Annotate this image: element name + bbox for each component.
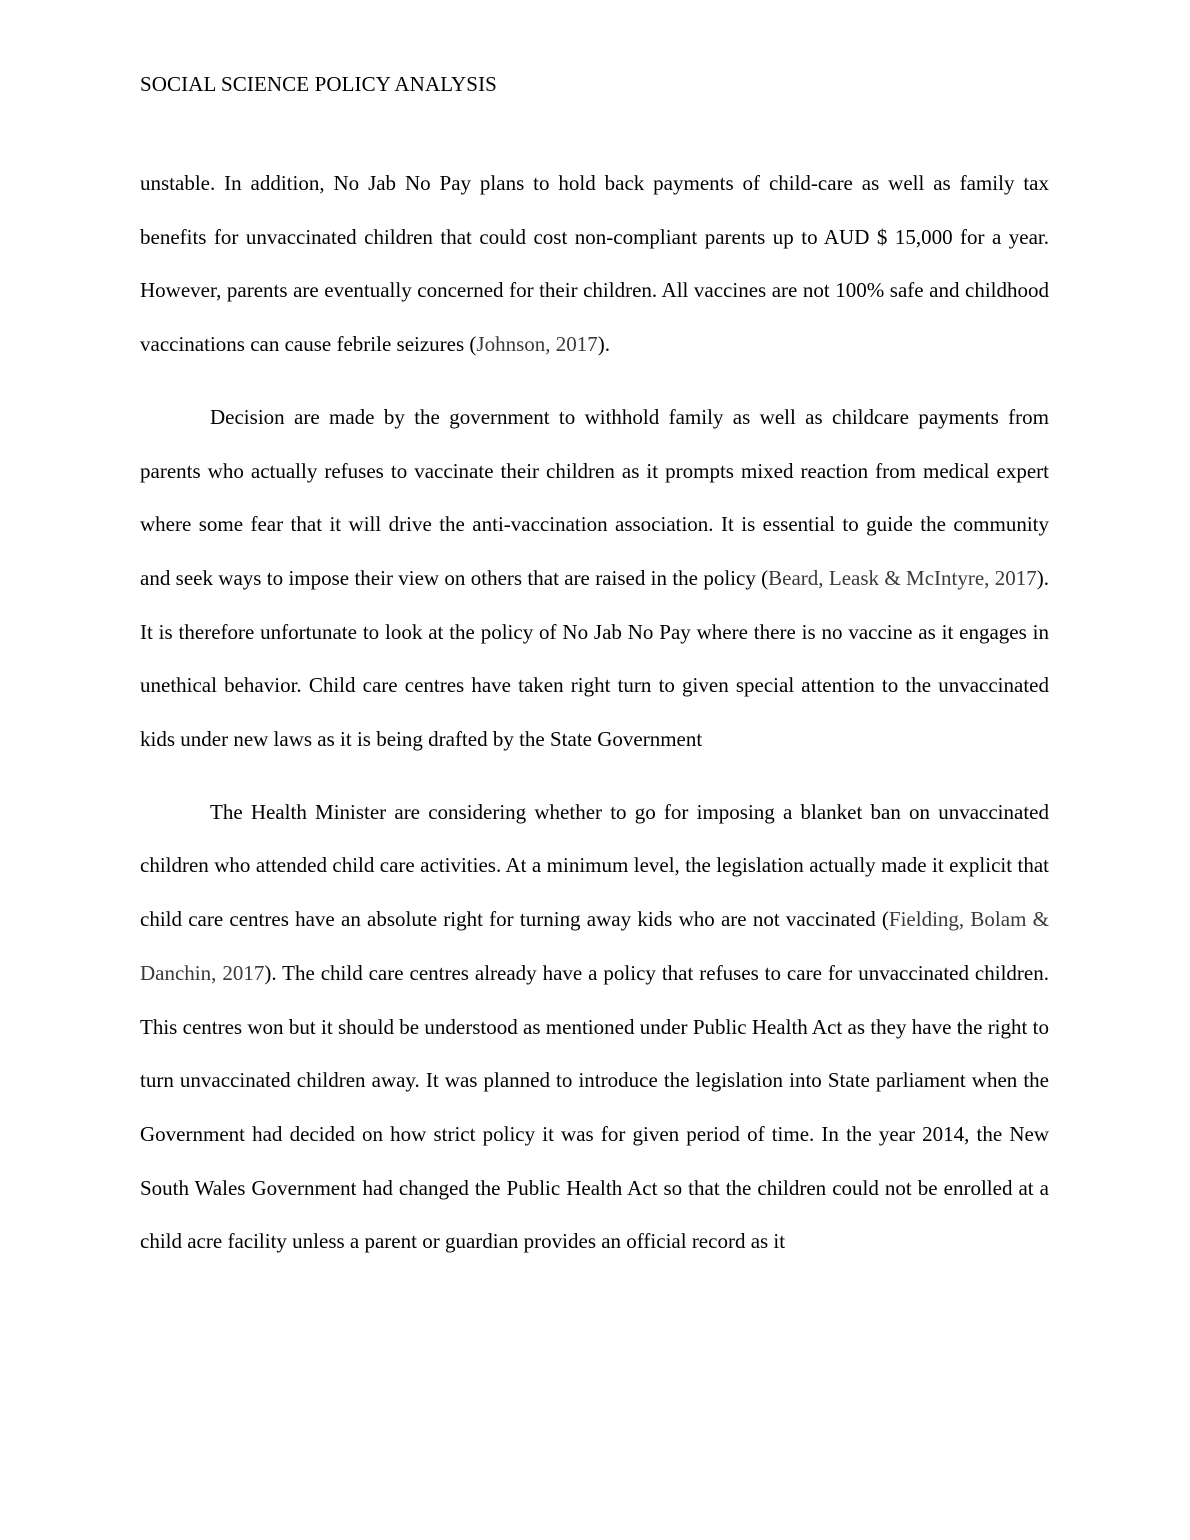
- running-head: SOCIAL SCIENCE POLICY ANALYSIS: [140, 72, 497, 96]
- document-body: [140, 157, 1049, 1269]
- paragraph-text: ). The child care centres already have a policy that refuses to care for unvaccinated children. This centres won but it should be understood as mentioned under Public Health Act as they have the right to turn unvaccinated children away. It was planned to introduce the legislation into State parliament when the Government had decided on how strict policy it was for given period of time. In the year 2014, the New South Wales Government had changed the Public Health Act so that the children could not be enrolled at a child acre facility unless a parent or guardian provides an official record as it: [140, 960, 1049, 1254]
- paragraph-1: [140, 157, 1049, 372]
- paragraph-text: ).: [597, 332, 611, 357]
- paragraph-text: Decision are made by the government to withhold family as well as childcare payments from parents who actually refuses to vaccinate their children as it prompts mixed reaction from medical expert where some fear that it will drive the anti-vaccination association. It is essential to guide the community and seek ways to impose their view on others that are raised in the policy (: [140, 404, 1049, 590]
- citation: Johnson, 2017: [476, 332, 598, 357]
- paragraph-text: ). It is therefore unfortunate to look at the policy of No Jab No Pay where there is no vaccine as it engages in unethical behavior. Child care centres have taken right turn to given special attention to the unvaccinated kids under new laws as it is being drafted by the State Government: [140, 565, 1049, 752]
- paragraph-text: The Health Minister are considering whether to go for imposing a blanket ban on unvaccinated children who attended child care activities. At a minimum level, the legislation actually made it explicit that child care centres have an absolute right for turning away kids who are not vaccinated (: [140, 799, 1049, 932]
- citation: Beard, Leask & McIntyre, 2017: [768, 565, 1037, 590]
- paragraph-2: [140, 391, 1049, 767]
- citation: Fielding, Bolam & Danchin, 2017: [140, 907, 1049, 985]
- paragraph-3: [140, 786, 1049, 1269]
- paragraph-text: unstable. In addition, No Jab No Pay plans to hold back payments of child-care as well as family tax benefits for unvaccinated children that could cost non-compliant parents up to AUD $ 15,000 for a year. However, parents are eventually concerned for their children. All vaccines are not 100% safe and childhood vaccinations can cause febrile seizures (: [140, 171, 1049, 357]
